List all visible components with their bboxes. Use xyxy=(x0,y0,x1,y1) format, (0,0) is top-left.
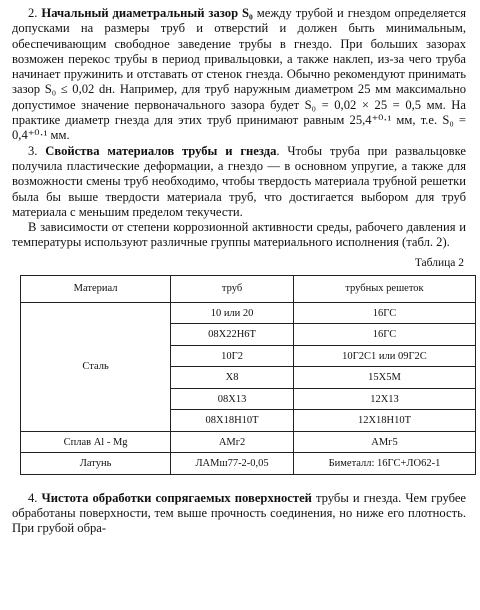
table-header-row xyxy=(21,275,476,302)
tube-cell: ЛАМш77-2-0,05 xyxy=(171,453,294,475)
tube-cell: 08Х22Н6Т xyxy=(171,324,294,346)
paragraph-number: 3. xyxy=(28,143,38,158)
table-row xyxy=(21,431,476,453)
sheet-cell: 15Х5М xyxy=(293,367,475,389)
sheet-cell: Биметалл: 16ГС+ЛО62-1 xyxy=(293,453,475,475)
paragraph-heading: Начальный диаметральный зазор S₀ xyxy=(41,6,253,20)
paragraph-text: . Чтобы труба при развальцовке получила пластические деформации, а гнездо — в основном упругие, а также для возможности смены труб необходимо, чтобы твердость материала трубной решетки была бы выше твердости материала труб, что достигается выбором для труб материала с меньшим пределом текучести. xyxy=(12,143,466,219)
paragraph-heading: Чистота обработки сопрягаемых поверхностей xyxy=(41,490,312,505)
paragraph-surface-finish xyxy=(12,491,466,537)
material-cell: Латунь xyxy=(21,453,171,475)
sheet-cell: 12Х13 xyxy=(293,388,475,410)
table-row xyxy=(21,302,476,324)
sheet-cell: 10Г2С1 или 09Г2С xyxy=(293,345,475,367)
sheet-cell: 12Х18Н10Т xyxy=(293,410,475,432)
paragraph-text: между трубой и гнездом определяется допусками на размеры труб и отверстий и должен быть минимальным, обеспечивающим свободное заведение трубы в гнездо. При больших зазорах возможен перекос трубы в период привальцовки, а также наклеп, из-за чего труба начинает пружинить и отставать от стенок гнезда. Обычно рекомендуют принимать зазор S₀ ≤ 0,02 dн. Например, для труб наружным диаметром 25 мм максимально допустимое значение первоначального зазора будет S₀ = 0,02 × 25 = 0,5 мм. На практике диаметр гнезда для этих труб принимают равным 25,4⁺⁰·¹ мм, т.е. S₀ = 0,4⁺⁰·¹ мм. xyxy=(12,6,466,143)
tube-cell: 10Г2 xyxy=(171,345,294,367)
table-caption: Таблица 2 xyxy=(414,256,464,269)
paragraph-heading: Свойства материалов трубы и гнезда xyxy=(45,143,277,158)
tube-cell: Х8 xyxy=(171,367,294,389)
header-cell: Материал xyxy=(21,275,171,302)
paragraph-material-properties xyxy=(12,144,466,220)
tube-cell: 10 или 20 xyxy=(171,302,294,324)
sheet-cell: 16ГС xyxy=(293,324,475,346)
tube-cell: АМг2 xyxy=(171,431,294,453)
paragraph-environment: В зависимости от степени коррозионной активности среды, рабочего давления и температуры используют различные группы материального исполнения (табл. 2). xyxy=(12,220,466,250)
material-cell: Сталь xyxy=(21,302,171,431)
materials-table xyxy=(20,275,476,475)
sheet-cell: 16ГС xyxy=(293,302,475,324)
table-row xyxy=(21,453,476,475)
tube-cell: 08Х18Н10Т xyxy=(171,410,294,432)
tube-cell: 08Х13 xyxy=(171,388,294,410)
material-cell: Сплав Al - Mg xyxy=(21,431,171,453)
header-cell: трубных решеток xyxy=(293,275,475,302)
paragraph-number: 4. xyxy=(28,490,38,505)
sheet-cell: АМг5 xyxy=(293,431,475,453)
paragraph-initial-gap xyxy=(12,6,466,144)
header-cell: труб xyxy=(171,275,294,302)
paragraph-text: трубы и гнезда. Чем грубее обработаны поверхности, тем выше прочность соединения, но ниже его плотность. При грубой обра- xyxy=(12,490,467,536)
paragraph-number: 2. xyxy=(28,6,38,20)
